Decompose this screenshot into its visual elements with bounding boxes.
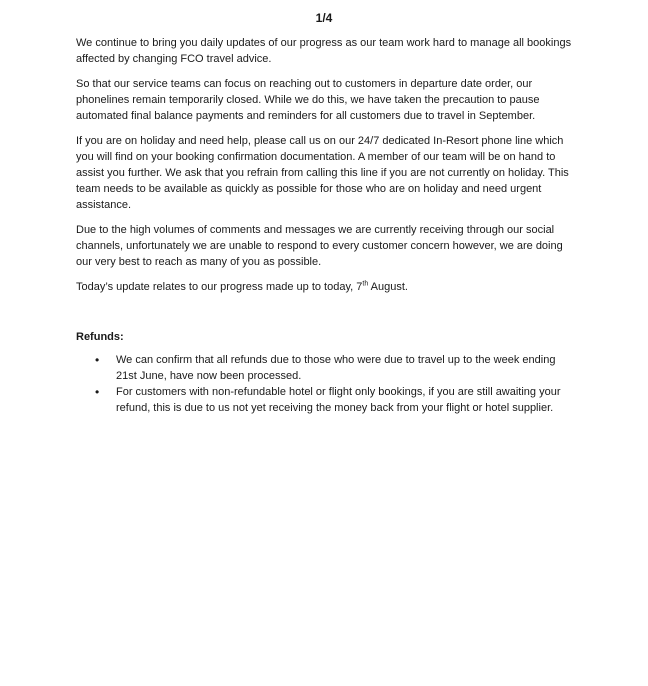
list-item-text: We can confirm that all refunds due to those who were due to travel up to the week ending 21st June, have now been processed.: [116, 354, 556, 382]
section-spacer: [76, 304, 576, 329]
update-text-after: August.: [368, 281, 408, 293]
paragraph-phonelines: So that our service teams can focus on reaching out to customers in departure date order, our phonelines remain temporarily closed. While we do this, we have taken the precaution to pause automated final balance payments and reminders for all customers due to travel in September.: [76, 78, 540, 122]
document-body: [76, 35, 576, 416]
paragraph-todays-update: [76, 279, 576, 295]
refunds-heading: Refunds:: [76, 331, 124, 343]
list-item-text: For customers with non-refundable hotel or flight only bookings, if you are still awaiting your refund, this is due to us not yet receiving the money back from your flight or hotel supplier.: [116, 386, 561, 414]
bullet-icon: •: [95, 353, 100, 367]
list-item: [76, 384, 576, 416]
bullet-icon: •: [95, 385, 100, 399]
paragraph-in-resort-help: If you are on holiday and need help, please call us on our 24/7 dedicated In-Resort phone line which you will find on your booking confirmation documentation. A member of our team will be on hand to assist you further. We ask that you refrain from calling this line if you are not currently on holiday. This team needs to be available as quickly as possible for those who are on holiday and need urgent assistance.: [76, 135, 569, 211]
list-item: [76, 352, 576, 384]
paragraph-social-channels: Due to the high volumes of comments and messages we are currently receiving through our social channels, unfortunately we are unable to respond to every customer concern however, we are doing our very best to reach as many of you as possible.: [76, 224, 563, 268]
update-date-superscript: th: [362, 280, 369, 288]
paragraph-updates-intro: We continue to bring you daily updates of our progress as our team work hard to manage all bookings affected by changing FCO travel advice.: [76, 37, 572, 65]
page-number: 1/4: [315, 11, 333, 25]
update-text-before: Today’s update relates to our progress made up to today, 7: [76, 281, 363, 293]
refunds-list: [76, 352, 576, 416]
